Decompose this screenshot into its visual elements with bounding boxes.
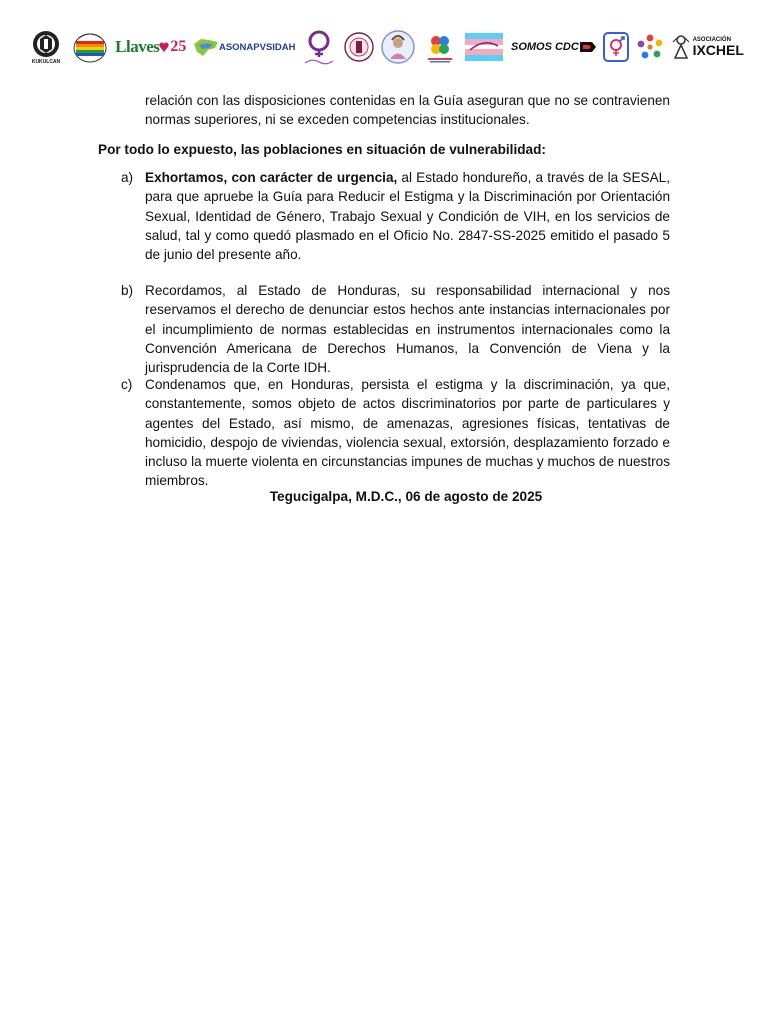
ixchel-small-text: ASOCIACIÓN [692,37,731,43]
list-item-emphasis: Exhortamos, con carácter de urgencia, [145,170,398,185]
list-marker: c) [121,377,133,392]
list-item-body: Condenamos que, en Honduras, persista el estigma y la discriminación, ya que, constantemente, somos objeto de actos discriminatorios por parte de particulares y agentes del Estado, así mismo, de amenazas, agresiones físicas, tentativas de homicidio, despojo de viviendas, violencia sexual, extorsión, desplazamiento forzado e incluso la muerte violenta en circunstancias impunes de muchas y muchos de nuestros miembros. [145,377,670,489]
list-marker: a) [121,170,134,185]
list-item-text [145,375,670,491]
list-item-body: Recordamos, al Estado de Honduras, su responsabilidad internacional y nos reservamos el derecho de denunciar estos hechos ante instancias internacionales por el incumplimiento de normas establecidas en instrumentos internacionales como la Convención Americana de Derechos Humanos, la Convención de Viena y la jurisprudencia de la Corte IDH. [145,283,670,376]
somos-cdc-text: SOMOS CDC [510,41,579,53]
list-marker: b) [121,283,134,298]
place-date-signoff: Tegucigalpa, M.D.C., 06 de agosto de 2025 [269,489,543,504]
kukulcan-caption: KUKULCAN [31,59,61,65]
list-item-text [145,168,670,264]
llaves-word: Llaves [115,37,160,56]
list-item-text [145,281,670,377]
llaves-number: 25 [170,38,187,55]
continuation-paragraph: relación con las disposiciones contenidas en la Guía aseguran que no se contravienen normas superiores, ni se exceden competencias institucionales. [145,93,670,128]
ixchel-big-text: IXCHEL [692,42,744,58]
asonapvsidah-text: ASONAPVSIDAH [218,41,296,53]
lead-sentence: Por todo lo expuesto, las poblaciones en situación de vulnerabilidad: [98,142,546,157]
list-item-body: al Estado hondureño, a través de la SESAL, para que apruebe la Guía para Reducir el Estigma y la Discriminación por Orientación Sexual, Identidad de Género, Trabajo Sexual y Condición de VIH, en los servicios de salud, tal y como quedó plasmado en el Oficio No. 2847-SS-2025 emitido el pasado 5 de junio del presente año. [145,170,670,263]
